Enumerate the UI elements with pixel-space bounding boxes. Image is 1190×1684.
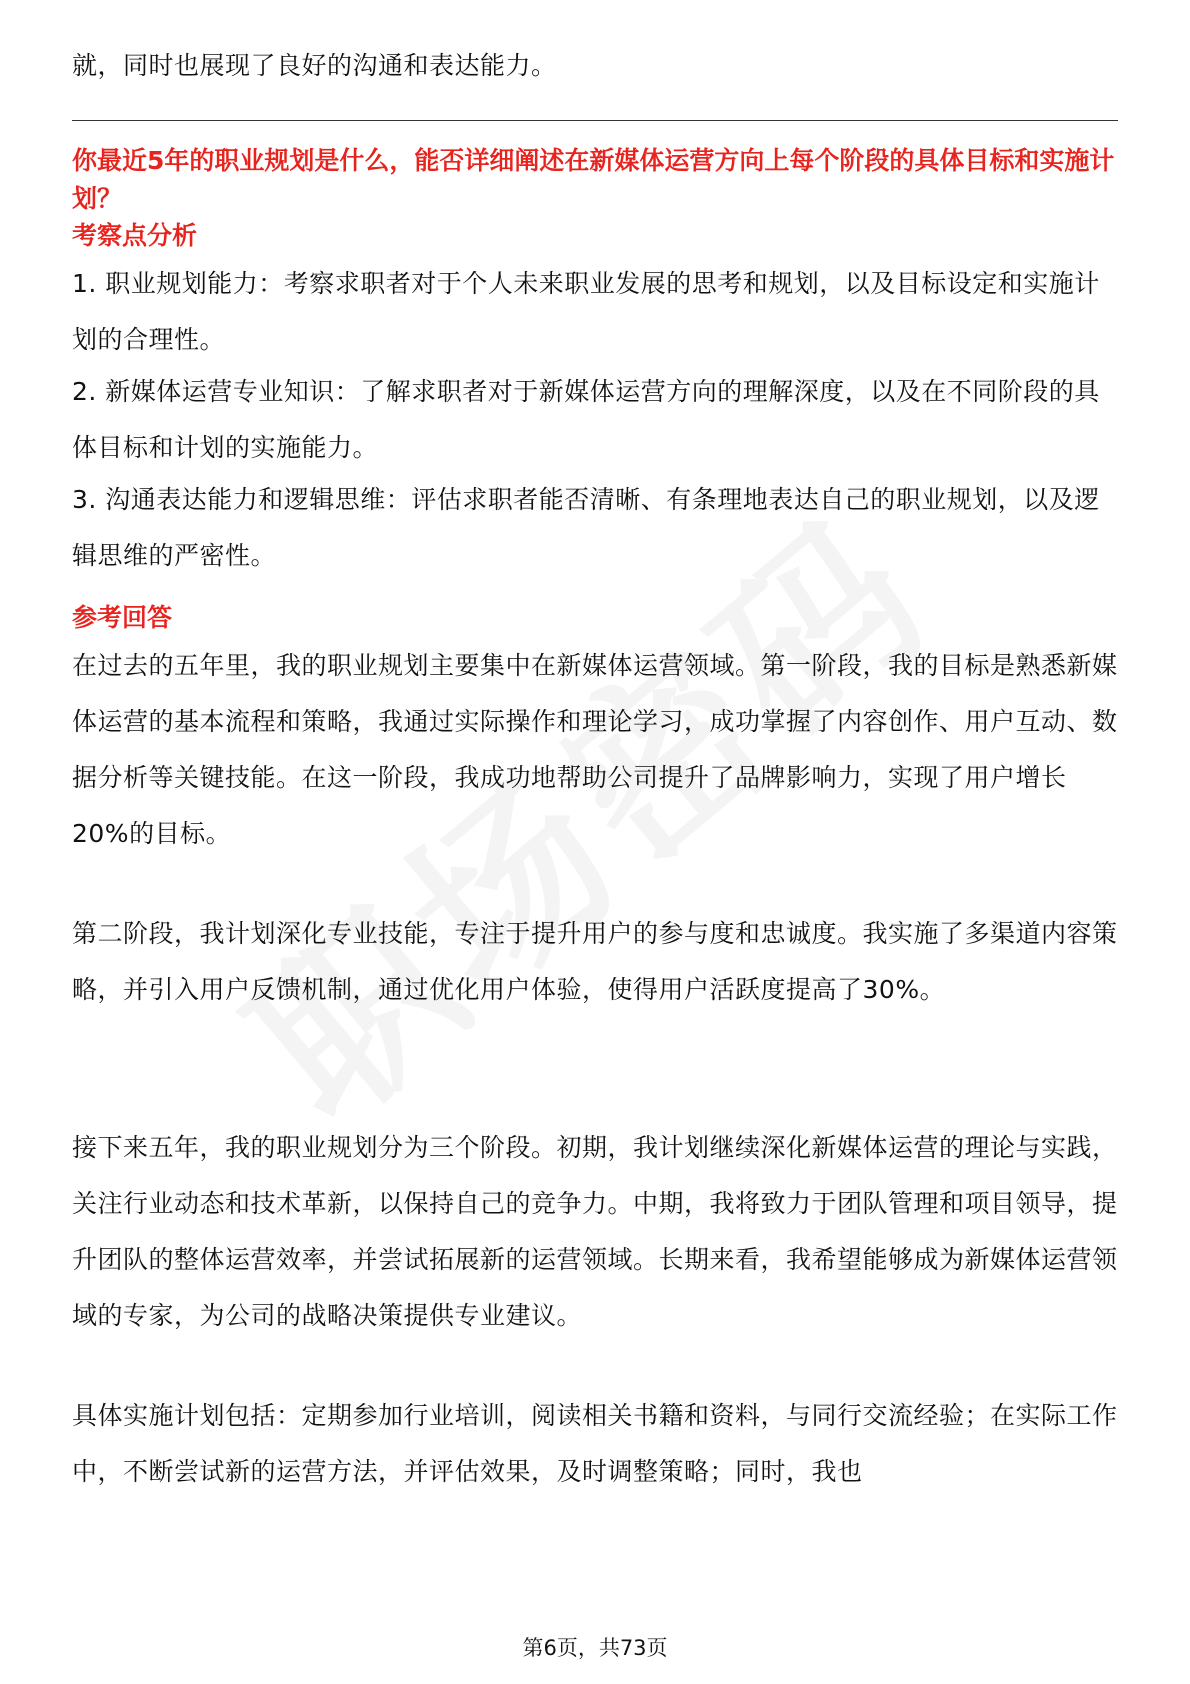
answer-paragraph: 具体实施计划包括：定期参加行业培训，阅读相关书籍和资料，与同行交流经验；在实际工作中，不断尝试新的运营方法，并评估效果，及时调整策略；同时，我也 <box>72 1401 1118 1486</box>
analysis-item: 1. 职业规划能力：考察求职者对于个人未来职业发展的思考和规划，以及目标设定和实施计划的合理性。 <box>72 269 1100 354</box>
analysis-item: 3. 沟通表达能力和逻辑思维：评估求职者能否清晰、有条理地表达自己的职业规划，以及逻辑思维的严密性。 <box>72 485 1100 570</box>
page-number: 第6页，共73页 <box>522 1636 668 1660</box>
answer-paragraph: 接下来五年，我的职业规划分为三个阶段。初期，我计划继续深化新媒体运营的理论与实践，关注行业动态和技术革新，以保持自己的竞争力。中期，我将致力于团队管理和项目领导，提升团队的整体运营效率，并尝试拓展新的运营领域。长期来看，我希望能够成为新媒体运营领域的专家，为公司的战略决策提供专业建议。 <box>72 1133 1118 1330</box>
continuation-text: 就，同时也展现了良好的沟通和表达能力。 <box>72 51 557 80</box>
analysis-item: 2. 新媒体运营专业知识：了解求职者对于新媒体运营方向的理解深度，以及在不同阶段的具体目标和计划的实施能力。 <box>72 377 1100 462</box>
answer-paragraph: 第二阶段，我计划深化专业技能，专注于提升用户的参与度和忠诚度。我实施了多渠道内容策略，并引入用户反馈机制，通过优化用户体验，使得用户活跃度提高了30%。 <box>72 919 1118 1004</box>
divider <box>72 120 1118 121</box>
question-heading: 你最近5年的职业规划是什么，能否详细阐述在新媒体运营方向上每个阶段的具体目标和实施计划？ <box>72 146 1115 213</box>
answer-heading: 参考回答 <box>72 603 173 632</box>
answer-paragraph: 在过去的五年里，我的职业规划主要集中在新媒体运营领域。第一阶段，我的目标是熟悉新媒体运营的基本流程和策略，我通过实际操作和理论学习，成功掌握了内容创作、用户互动、数据分析等关键技能。在这一阶段，我成功地帮助公司提升了品牌影响力，实现了用户增长20%的目标。 <box>72 651 1118 848</box>
analysis-heading: 考察点分析 <box>72 221 198 250</box>
